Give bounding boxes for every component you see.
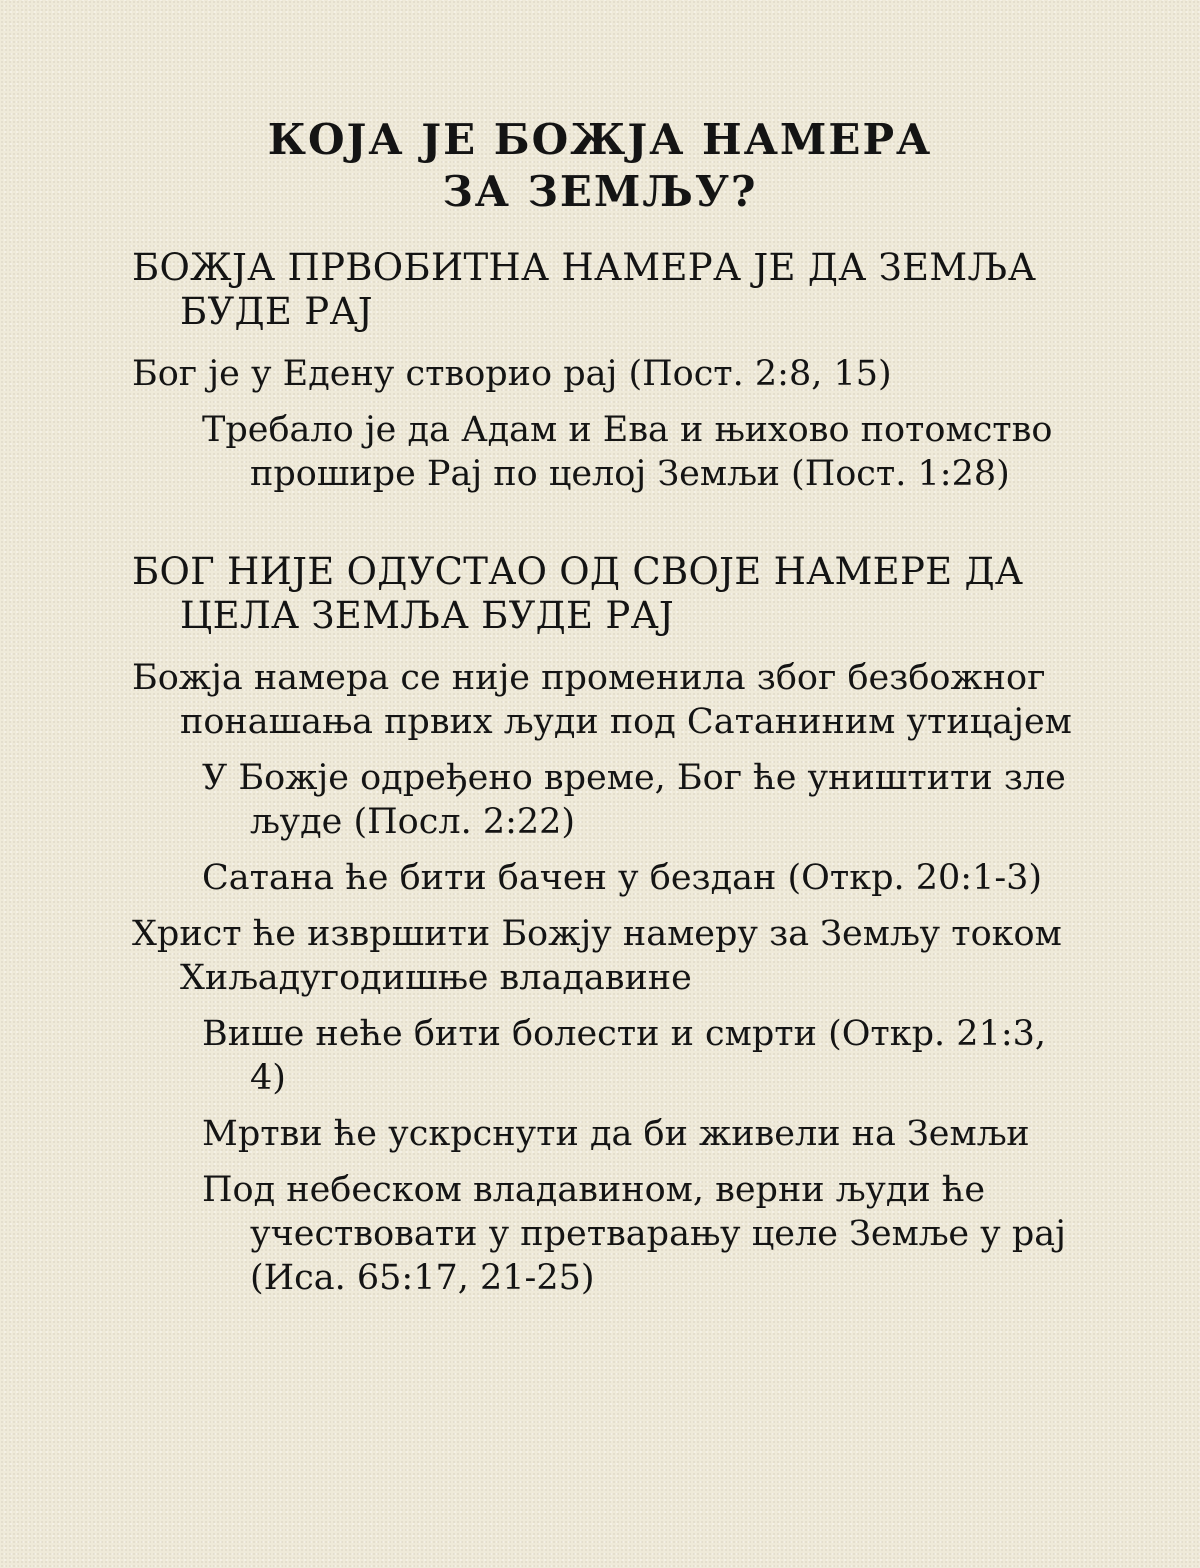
page-title-line-1: КОЈА ЈЕ БОЖЈА НАМЕРА: [267, 115, 933, 164]
section-2-subpoint-5: Под небеском владавином, верни људи ће учествовати у претварању целе Земље у рај (Иса. 65:17, 21-25): [202, 1170, 1067, 1298]
section-1-point-1: Бог је у Едену створио рај (Пост. 2:8, 15): [132, 354, 892, 394]
section-2-subpoint-2: Сатана ће бити бачен у бездан (Откр. 20:1-3): [202, 858, 1043, 898]
section-2-point-1: Божја намера се није променила због безбожног понашања првих људи под Сатаниним утицајем: [132, 658, 1072, 742]
outline: [132, 246, 1082, 1300]
section-1-heading: БОЖЈА ПРВОБИТНА НАМЕРА ЈЕ ДА ЗЕМЉА БУДЕ РАЈ: [132, 246, 1037, 333]
section-2-point-2: Христ ће извршити Божју намеру за Земљу током Хиљадугодишње владавине: [132, 914, 1062, 998]
section-1-subpoint-1: Требало је да Адам и Ева и њихово потомство прошире Рај по целој Земљи (Пост. 1:28): [202, 410, 1053, 494]
section-2-subpoint-4: Мртви ће ускрснути да би живели на Земљи: [202, 1114, 1030, 1154]
page-title-line-2: ЗА ЗЕМЉУ?: [442, 167, 758, 216]
page-title: [0, 114, 1200, 218]
section-2-subpoint-3: Више неће бити болести и смрти (Откр. 21:3, 4): [202, 1014, 1047, 1098]
section-2-heading: БОГ НИЈЕ ОДУСТАО ОД СВОЈЕ НАМЕРЕ ДА ЦЕЛА ЗЕМЉА БУДЕ РАЈ: [132, 550, 1024, 637]
section-2-subpoint-1: У Божје одређено време, Бог ће уништити зле људе (Посл. 2:22): [202, 758, 1066, 842]
